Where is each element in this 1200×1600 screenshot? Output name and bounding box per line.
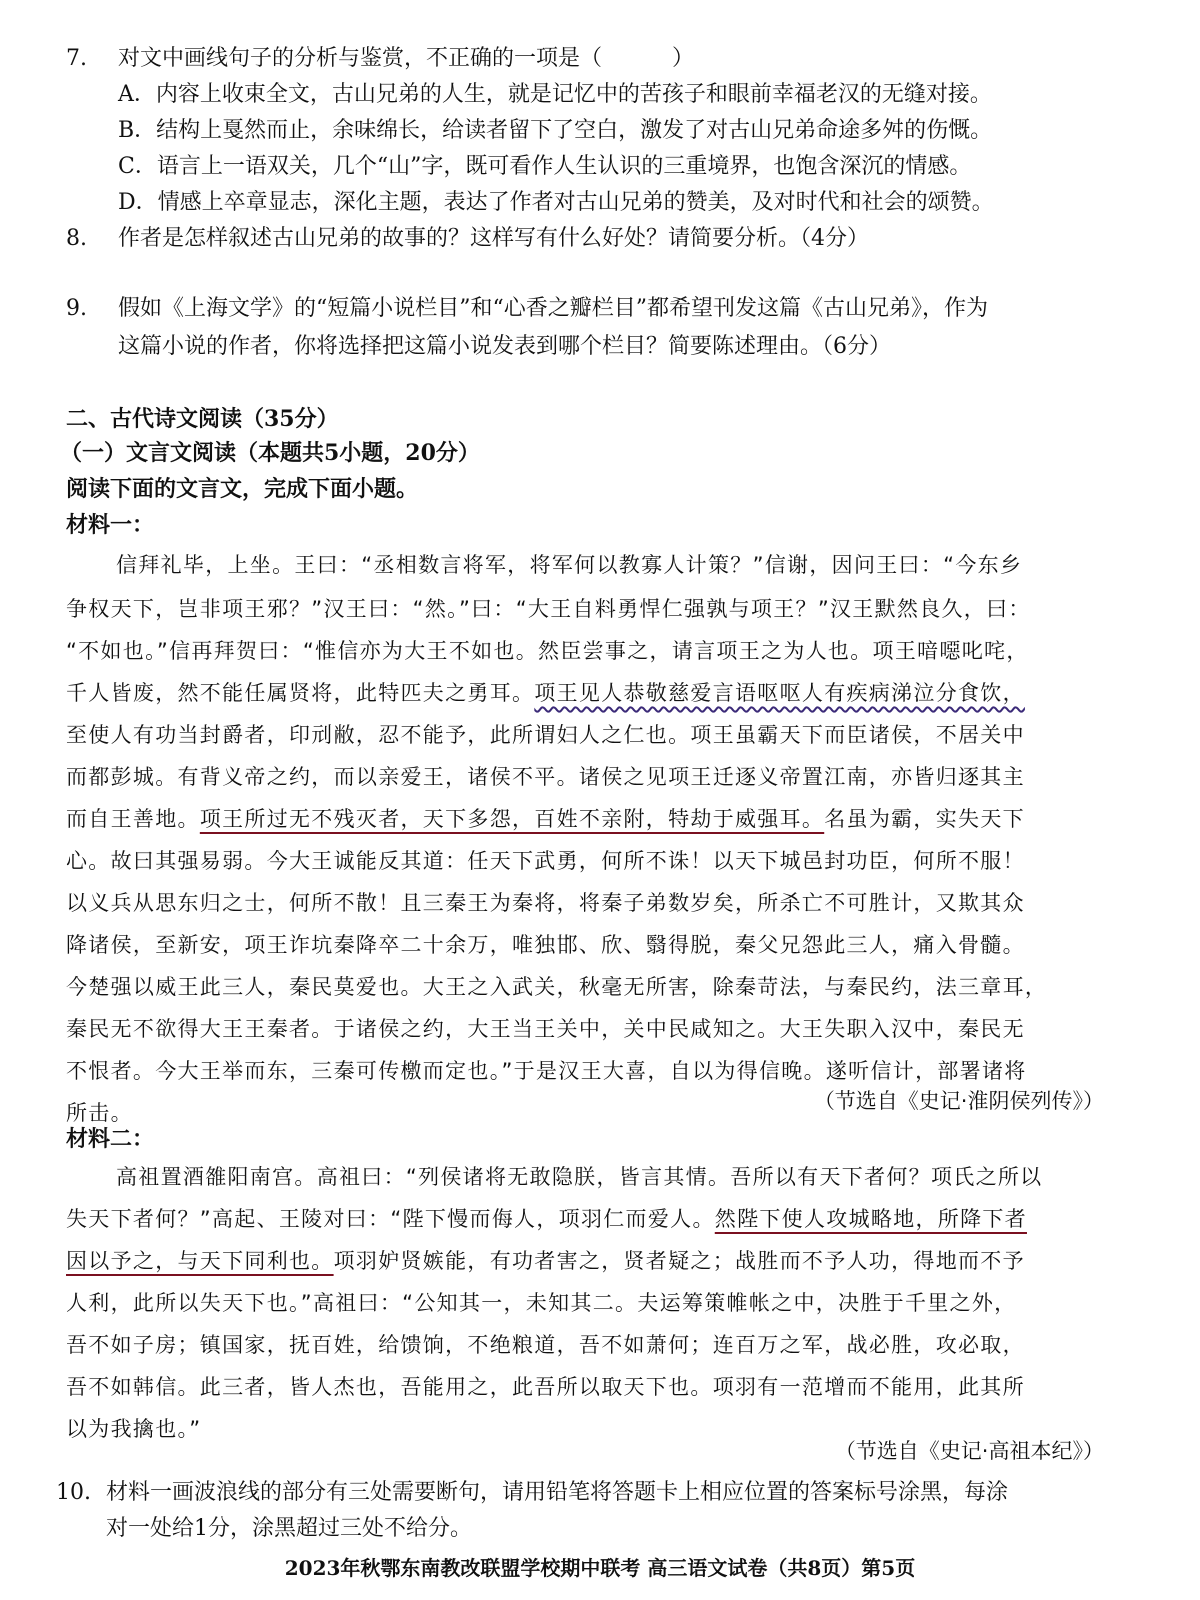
option-d: D．情感上卒章显志，深化主题，表达了作者对古山兄弟的赞美，及对时代和社会的颂赞。 <box>118 190 994 215</box>
question-text: 对文中画线句子的分析与鉴赏，不正确的一项是（ <box>118 46 603 71</box>
material-1-line: 信拜礼毕，上坐。王曰：“丞相数言将军，将军何以教寡人计策？”信谢，因问王曰：“今东乡 <box>116 553 1023 577</box>
material-1-line: 今楚强以威王此三人，秦民莫爱也。大王之入武关，秋毫无所害，除秦苛法，与秦民约，法三章耳， <box>66 975 1048 999</box>
question-number: 8. <box>66 226 87 251</box>
option-c: C．语言上一语双关，几个“山”字，既可看作人生认识的三重境界，也饱含深沉的情感。 <box>118 154 972 179</box>
material-2-line: 吾不如子房；镇国家，抚百姓，给馈饷，不绝粮道，吾不如萧何；连百万之军，战必胜，攻必取， <box>66 1333 1025 1357</box>
wavy-underlined-passage: 项王见人恭敬慈爱言语呕呕人有疾病涕泣分食饮， <box>534 681 1025 705</box>
underlined-sentence: 然陛下使人攻城略地，所降下者 <box>714 1207 1027 1231</box>
material-1-line: 至使人有功当封爵者，印刓敝，忍不能予，此所谓妇人之仁也。项王虽霸天下而臣诸侯，不居关中 <box>66 723 1025 747</box>
material-1-line: “不如也。”信再拜贺曰：“惟信亦为大王不如也。然臣尝事之，请言项王之为人也。项王喑噁叱咤， <box>66 639 1029 663</box>
material-1-line: 争权天下，岂非项王邪？”汉王曰：“然。”曰：“大王自料勇悍仁强孰与项王？”汉王默然良久，曰： <box>66 597 1031 621</box>
question-text: 作者是怎样叙述古山兄弟的故事的？这样写有什么好处？请简要分析。（4分） <box>118 226 869 251</box>
material-2-label: 材料二： <box>66 1126 155 1152</box>
material-2-line: 人利，此所以失天下也。”高祖曰：“公知其一，未知其二。夫运筹策帷帐之中，决胜于千里之外， <box>66 1291 1017 1315</box>
question-number: 10. <box>56 1480 91 1505</box>
section-title: 二、古代诗文阅读（35分） <box>66 406 339 432</box>
question-text-line1: 材料一画波浪线的部分有三处需要断句，请用铅笔将答题卡上相应位置的答案标号涂黑，每涂 <box>106 1480 1009 1505</box>
question-text-line2: 这篇小说的作者，你将选择把这篇小说发表到哪个栏目？简要陈述理由。（6分） <box>118 334 891 359</box>
material-2-line: 高祖置酒雒阳南宫。高祖曰：“列侯诸将无敢隐朕，皆言其情。吾所以有天下者何？项氏之所以 <box>116 1165 1043 1189</box>
material-1-line: 所击。 <box>66 1101 133 1125</box>
material-1-line: 不恨者。今大王举而东，三秦可传檄而定也。”于是汉王大喜，自以为得信晚。遂听信计，部署诸将 <box>66 1059 1027 1083</box>
question-number: 9. <box>66 296 87 321</box>
material-2-line: 吾不如韩信。此三者，皆人杰也，吾能用之，此吾所以取天下也。项羽有一范增而不能用，此其所 <box>66 1375 1025 1399</box>
material-2-line: 因以予之，与天下同利也。项羽妒贤嫉能，有功者害之，贤者疑之；战胜而不予人功，得地而不予 <box>66 1249 1025 1273</box>
underlined-sentence: 项王所过无不残灭者，天下多怨，百姓不亲附，特劫于威强耳。 <box>199 807 825 831</box>
material-1-line: 心。故曰其强易弱。今大王诚能反其道：任天下武勇，何所不诛！以天下城邑封功臣，何所不服！ <box>66 849 1025 873</box>
section-instruction: 阅读下面的文言文，完成下面小题。 <box>66 476 419 502</box>
underlined-sentence: 因以予之，与天下同利也。 <box>66 1249 334 1273</box>
material-1-line: 降诸侯，至新安，项王诈坑秦降卒二十余万，唯独邯、欣、翳得脱，秦父兄怨此三人，痛入骨髓。 <box>66 933 1025 957</box>
option-a: A．内容上收束全文，古山兄弟的人生，就是记忆中的苦孩子和眼前幸福老汉的无缝对接。 <box>118 82 992 107</box>
material-2-line: 以为我擒也。” <box>66 1417 202 1441</box>
material-1-source: （节选自《史记·淮阴侯列传》） <box>813 1089 1104 1113</box>
question-text-line2: 对一处给1分，涂黑超过三处不给分。 <box>106 1516 472 1541</box>
material-2-line: 失天下者何？”高起、王陵对曰：“陛下慢而侮人，项羽仁而爱人。然陛下使人攻城略地，所降下者 <box>66 1207 1027 1231</box>
question-text-tail: ） <box>672 46 695 71</box>
section-subtitle: （一）文言文阅读（本题共5小题，20分） <box>60 440 480 466</box>
material-2-source: （节选自《史记·高祖本纪》） <box>834 1439 1104 1463</box>
material-1-line: 以义兵从思东归之士，何所不散！且三秦王为秦将，将秦子弟数岁矣，所杀亡不可胜计，又欺其众 <box>66 891 1025 915</box>
option-b: B．结构上戛然而止，余味绵长，给读者留下了空白，激发了对古山兄弟命途多舛的伤慨。 <box>118 118 993 143</box>
material-1-label: 材料一： <box>66 512 155 538</box>
question-number: 7. <box>66 46 87 71</box>
page-footer: 2023年秋鄂东南教改联盟学校期中联考 高三语文试卷（共8页）第5页 <box>284 1556 916 1580</box>
material-1-line: 而都彭城。有背义帝之约，而以亲爱王，诸侯不平。诸侯之见项王迁逐义帝置江南，亦皆归逐其主 <box>66 765 1025 789</box>
question-text-line1: 假如《上海文学》的“短篇小说栏目”和“心香之瓣栏目”都希望刊发这篇《古山兄弟》，作为 <box>118 296 988 321</box>
material-1-line: 而自王善地。项王所过无不残灭者，天下多怨，百姓不亲附，特劫于威强耳。名虽为霸，实失天下 <box>66 807 1025 831</box>
material-1-line: 千人皆废，然不能任属贤将，此特匹夫之勇耳。项王见人恭敬慈爱言语呕呕人有疾病涕泣分食饮， <box>66 681 1025 705</box>
material-1-line: 秦民无不欲得大王王秦者。于诸侯之约，大王当王关中，关中民咸知之。大王失职入汉中，秦民无 <box>66 1017 1025 1041</box>
